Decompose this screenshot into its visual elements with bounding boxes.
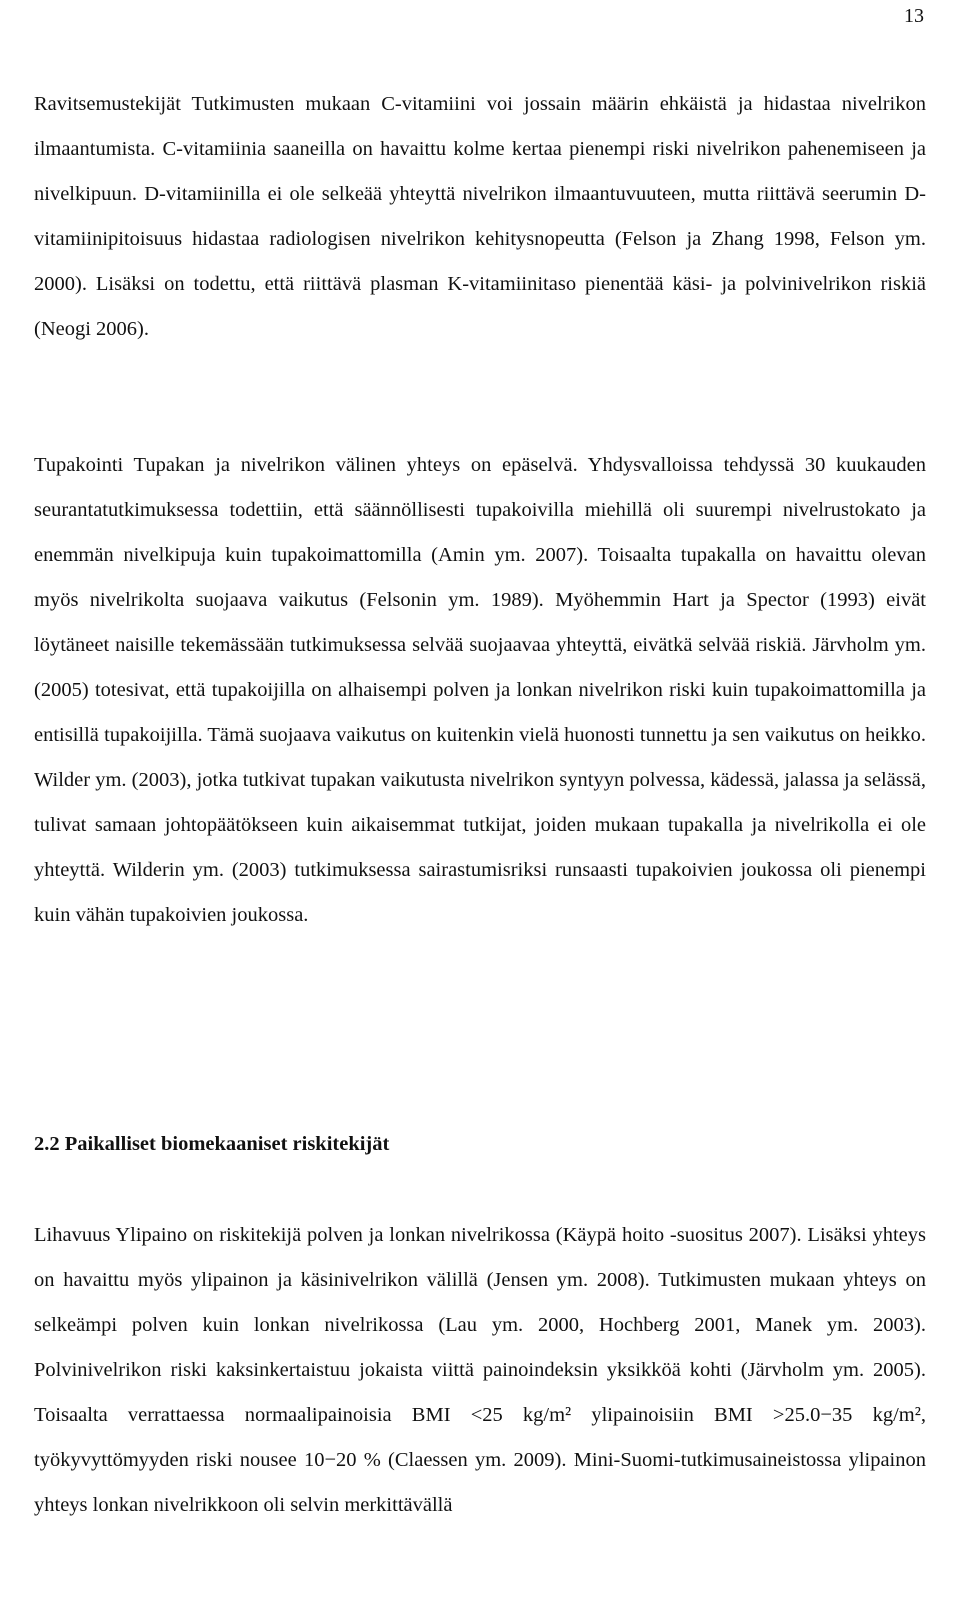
paragraph-nutrition: Ravitsemustekijät Tutkimusten mukaan C-vitamiini voi jossain määrin ehkäistä ja hidastaa nivelrikon ilmaantumista. C-vitamiinia saaneilla on havaittu kolme kertaa pienempi riski nivelrikon pahenemiseen ja nivelkipuun. D-vitamiinilla ei ole selkeää yhteyttä nivelrikon ilmaantuvuuteen, mutta riittävä seerumin D-vitamiinipitoisuus hidastaa radiologisen nivelrikon kehitysnopeutta (Felson ja Zhang 1998, Felson ym. 2000). Lisäksi on todettu, että riittävä plasman K-vitamiinitaso pienentää käsi- ja polvinivelrikon riskiä (Neogi 2006). [34,93,926,340]
section-heading: 2.2 Paikalliset biomekaaniset riskitekijät [34,1133,390,1155]
page-number: 13 [904,5,924,27]
paragraph-obesity: Lihavuus Ylipaino on riskitekijä polven ja lonkan nivelrikossa (Käypä hoito -suositus 2007). Lisäksi yhteys on havaittu myös ylipainon ja käsinivelrikon välillä (Jensen ym. 2008). Tutkimusten mukaan yhteys on selkeämpi polven kuin lonkan nivelrikossa (Lau ym. 2000, Hochberg 2001, Manek ym. 2003). Polvinivelrikon riski kaksinkertaistuu jokaista viittä painoindeksin yksikköä kohti (Järvholm ym. 2005). Toisaalta verrattaessa normaalipainoisia BMI <25 kg/m² ylipainoisiin BMI >25.0−35 kg/m², työkyvyttömyyden riski nousee 10−20 % (Claessen ym. 2009). Mini-Suomi-tutkimusaineistossa ylipainon yhteys lonkan nivelrikkoon oli selvin merkittävällä [34,1224,926,1516]
paragraph-smoking: Tupakointi Tupakan ja nivelrikon välinen yhteys on epäselvä. Yhdysvalloissa tehdyssä 30 kuukauden seurantatutkimuksessa todettiin, että säännöllisesti tupakoivilla miehillä oli suurempi nivelrustokato ja enemmän nivelkipuja kuin tupakoimattomilla (Amin ym. 2007). Toisaalta tupakalla on havaittu olevan myös nivelrikolta suojaava vaikutus (Felsonin ym. 1989). Myöhemmin Hart ja Spector (1993) eivät löytäneet naisille tekemässään tutkimuksessa selvää suojaavaa yhteyttä, eivätkä selvää riskiä. Järvholm ym. (2005) totesivat, että tupakoijilla on alhaisempi polven ja lonkan nivelrikon riski kuin tupakoimattomilla ja entisillä tupakoijilla. Tämä suojaava vaikutus on kuitenkin vielä huonosti tunnettu ja sen vaikutus on heikko. Wilder ym. (2003), jotka tutkivat tupakan vaikutusta nivelrikon syntyyn polvessa, kädessä, jalassa ja selässä, tulivat samaan johtopäätökseen kuin aikaisemmat tutkijat, joiden mukaan tupakalla ja nivelrikolla ei ole yhteyttä. Wilderin ym. (2003) tutkimuksessa sairastumisriksi runsaasti tupakoivien joukossa oli pienempi kuin vähän tupakoivien joukossa. [34,454,926,926]
